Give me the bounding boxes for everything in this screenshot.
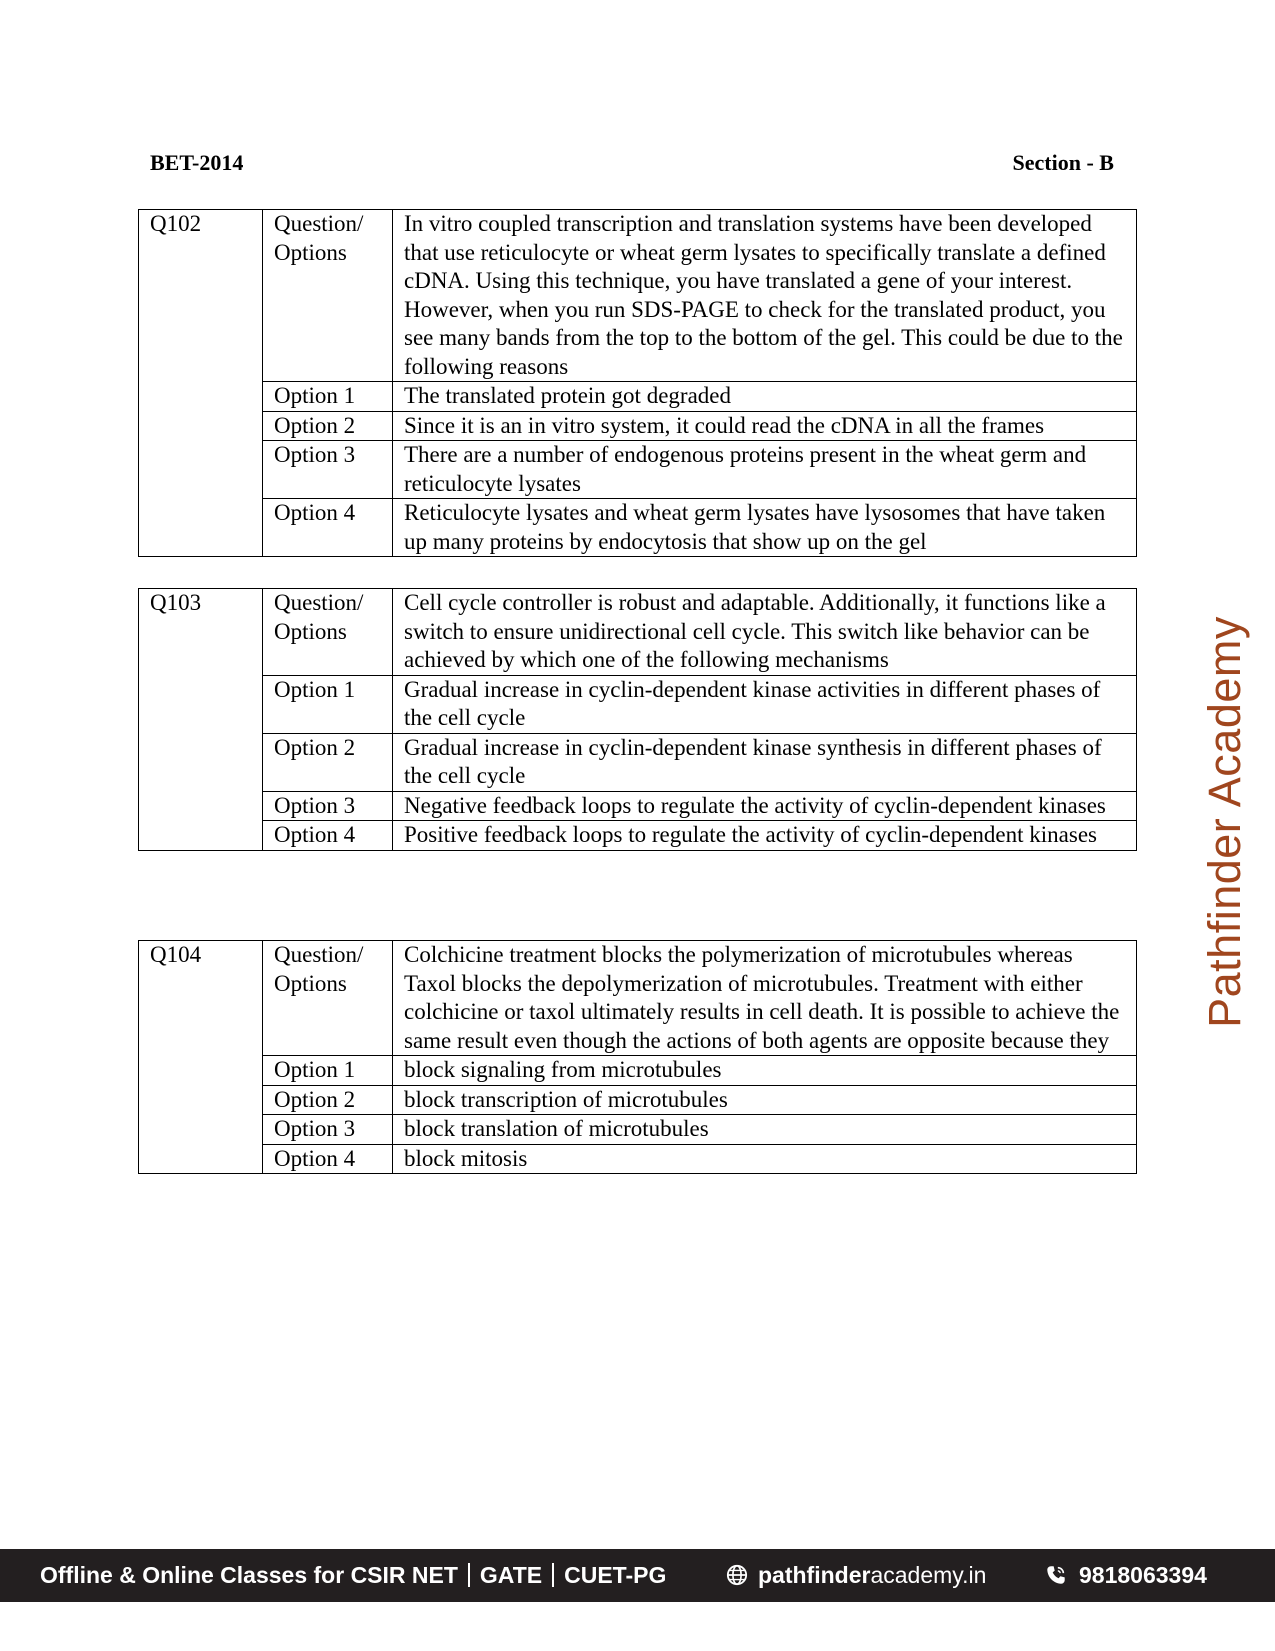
option-text: block mitosis xyxy=(393,1144,1137,1174)
option-row xyxy=(139,499,1137,557)
footer-cuet: CUET-PG xyxy=(564,1562,667,1588)
row-label: Option 2 xyxy=(263,733,393,791)
footer-phone-number: 9818063394 xyxy=(1079,1562,1207,1588)
phone-icon xyxy=(1045,1564,1067,1586)
footer-gate: GATE xyxy=(479,1562,543,1588)
question-table-q102 xyxy=(138,209,1137,557)
exam-title: BET-2014 xyxy=(150,150,244,175)
row-label: Option 1 xyxy=(263,675,393,733)
option-text: The translated protein got degraded xyxy=(393,382,1137,412)
question-number: Q103 xyxy=(139,589,263,851)
option-row xyxy=(139,382,1137,412)
option-text: Reticulocyte lysates and wheat germ lysates have lysosomes that have taken up many proteins by endocytosis that show up on the gel xyxy=(393,499,1137,557)
option-text: block transcription of microtubules xyxy=(393,1085,1137,1115)
option-text: Gradual increase in cyclin-dependent kinase synthesis in different phases of the cell cycle xyxy=(393,733,1137,791)
question-row xyxy=(139,589,1137,676)
option-row xyxy=(139,1144,1137,1174)
section-title: Section - B xyxy=(1012,150,1114,175)
option-text: block translation of microtubules xyxy=(393,1115,1137,1145)
row-label: Option 4 xyxy=(263,1144,393,1174)
footer-separator xyxy=(552,1563,554,1587)
row-label: Option 3 xyxy=(263,1115,393,1145)
row-label: Option 3 xyxy=(263,441,393,499)
row-label: Option 4 xyxy=(263,821,393,851)
row-label: Option 2 xyxy=(263,411,393,441)
globe-icon xyxy=(726,1564,748,1586)
question-text: In vitro coupled transcription and translation systems have been developed that use reticulocyte or wheat germ lysates to specifically translate a defined cDNA. Using this technique, you have translated a gene of your interest. However, when you run SDS-PAGE to check for the translated product, you see many bands from the top to the bottom of the gel. This could be due to the following reasons xyxy=(393,210,1137,382)
option-text: Gradual increase in cyclin-dependent kinase activities in different phases of the cell cycle xyxy=(393,675,1137,733)
option-text: block signaling from microtubules xyxy=(393,1056,1137,1086)
option-row xyxy=(139,821,1137,851)
footer-classes-text: Offline & Online Classes for CSIR NET xyxy=(40,1562,458,1588)
question-number: Q102 xyxy=(139,210,263,557)
footer-bar xyxy=(0,1549,1275,1602)
option-text: Negative feedback loops to regulate the activity of cyclin-dependent kinases xyxy=(393,791,1137,821)
option-row xyxy=(139,1056,1137,1086)
question-table-q103 xyxy=(138,588,1137,851)
footer-website[interactable] xyxy=(726,1549,986,1602)
option-row xyxy=(139,1115,1137,1145)
option-row xyxy=(139,411,1137,441)
row-label: Option 1 xyxy=(263,1056,393,1086)
row-label: Option 1 xyxy=(263,382,393,412)
footer-classes xyxy=(40,1549,666,1602)
watermark: Pathfinder Academy xyxy=(1199,616,1250,1028)
question-text: Cell cycle controller is robust and adaptable. Additionally, it functions like a switch to ensure unidirectional cell cycle. This switch like behavior can be achieved by which one of the following mechanisms xyxy=(393,589,1137,676)
footer-site-light: academy.in xyxy=(870,1562,987,1588)
row-label: Question/ Options xyxy=(263,210,393,382)
row-label: Option 4 xyxy=(263,499,393,557)
row-label: Option 2 xyxy=(263,1085,393,1115)
question-text: Colchicine treatment blocks the polymerization of microtubules whereas Taxol blocks the depolymerization of microtubules. Treatment with either colchicine or taxol ultimately results in cell death. It is possible to achieve the same result even though the actions of both agents are opposite because they xyxy=(393,941,1137,1056)
option-text: Positive feedback loops to regulate the activity of cyclin-dependent kinases xyxy=(393,821,1137,851)
option-row xyxy=(139,1085,1137,1115)
question-table-q104 xyxy=(138,940,1137,1174)
option-text: Since it is an in vitro system, it could read the cDNA in all the frames xyxy=(393,411,1137,441)
row-label: Option 3 xyxy=(263,791,393,821)
option-text: There are a number of endogenous proteins present in the wheat germ and reticulocyte lysates xyxy=(393,441,1137,499)
footer-site-bold: pathfinder xyxy=(758,1562,871,1588)
question-row xyxy=(139,941,1137,1056)
row-label: Question/ Options xyxy=(263,941,393,1056)
option-row xyxy=(139,733,1137,791)
question-row xyxy=(139,210,1137,382)
option-row xyxy=(139,675,1137,733)
page-header xyxy=(150,150,1114,176)
question-number: Q104 xyxy=(139,941,263,1174)
option-row xyxy=(139,791,1137,821)
option-row xyxy=(139,441,1137,499)
footer-phone[interactable] xyxy=(1045,1549,1207,1602)
footer-separator xyxy=(468,1563,470,1587)
row-label: Question/ Options xyxy=(263,589,393,676)
